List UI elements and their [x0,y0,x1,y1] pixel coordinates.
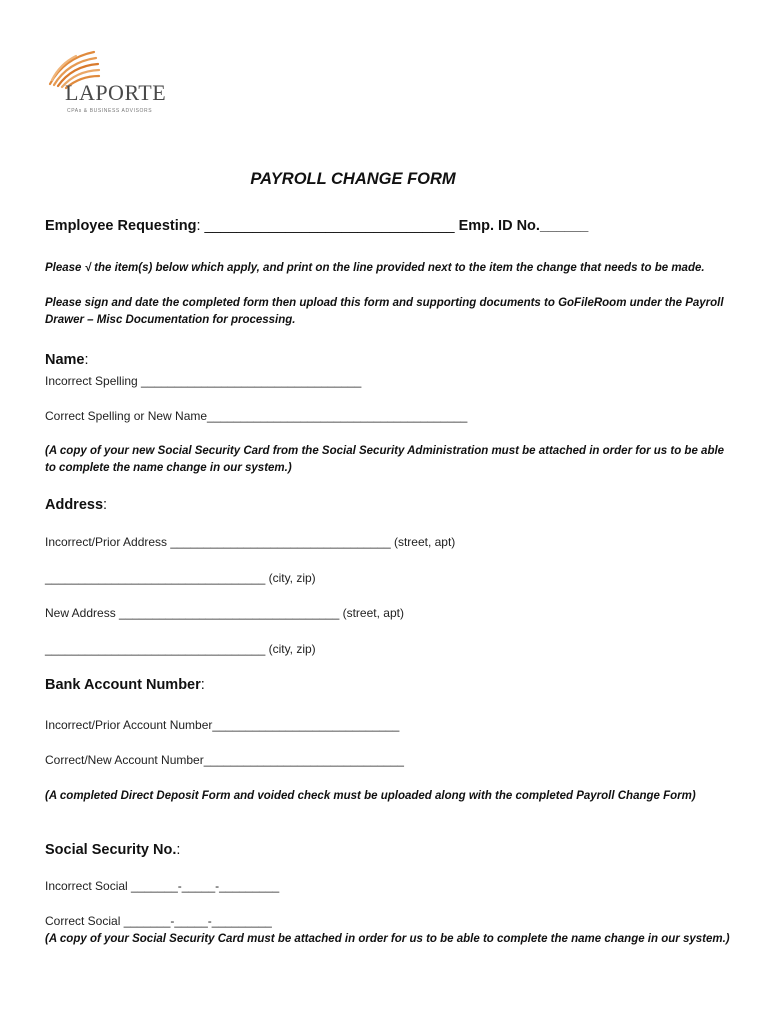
instruction-check-items: Please √ the item(s) below which apply, and print on the line provided next to the item the change that needs to be made. [45,262,705,274]
employee-requesting-label: Employee Requesting [45,218,197,234]
name-heading-colon: : [84,352,89,368]
address-heading-label: Address [45,497,104,513]
correct-social-field[interactable]: Correct Social _______-_____-_________ [45,914,272,928]
social-security-note: (A copy of your Social Security Card must be attached in order for us to be able to complete the name change in our system.) [45,933,730,945]
address-heading-colon: : [103,497,108,513]
name-heading [45,352,89,368]
bank-note: (A completed Direct Deposit Form and voided check must be uploaded along with the completed Payroll Change Form) [45,790,696,802]
logo-wordmark: LAPORTE [65,80,167,105]
correct-spelling-field[interactable]: Correct Spelling or New Name_______________________________________ [45,409,468,423]
bank-account-heading-colon: : [200,677,205,693]
incorrect-prior-address-field[interactable]: Incorrect/Prior Address _________________________________ (street, apt) [45,535,456,549]
new-city-zip-field[interactable]: _________________________________ (city, zip) [45,642,316,656]
incorrect-spelling-field[interactable]: Incorrect Spelling _________________________________ [45,374,362,388]
social-security-heading-colon: : [176,842,181,858]
address-heading [45,497,107,513]
bank-account-heading [45,677,205,693]
bank-account-heading-label: Bank Account Number [45,677,201,693]
logo-tagline: CPAs & BUSINESS ADVISORS [67,108,153,114]
emp-id-blank[interactable]: ______ [539,218,589,234]
new-address-field[interactable]: New Address _________________________________ (street, apt) [45,606,404,620]
instruction-upload: Please sign and date the completed form then upload this form and supporting documents to GoFileRoom under the Payroll Drawer – Misc Documentation for processing. [45,297,724,326]
employee-requesting-colon: : [196,218,201,234]
incorrect-account-number-field[interactable]: Incorrect/Prior Account Number____________________________ [45,718,400,732]
emp-id-label: Emp. ID No. [458,218,540,234]
name-note: (A copy of your new Social Security Card from the Social Security Administration must be attached in order for us to be able to complete the name change in our system.) [45,445,725,474]
form-title: PAYROLL CHANGE FORM [250,170,456,188]
correct-account-number-field[interactable]: Correct/New Account Number______________________________ [45,753,404,767]
social-security-heading-label: Social Security No. [45,842,177,858]
name-heading-label: Name [45,352,85,368]
social-security-heading [45,842,180,858]
incorrect-city-zip-field[interactable]: _________________________________ (city, zip) [45,571,316,585]
employee-requesting-line [45,218,588,234]
employee-requesting-blank[interactable]: _______________________________ [200,218,455,234]
laporte-logo [44,50,174,120]
incorrect-social-field[interactable]: Incorrect Social _______-_____-_________ [45,879,280,893]
